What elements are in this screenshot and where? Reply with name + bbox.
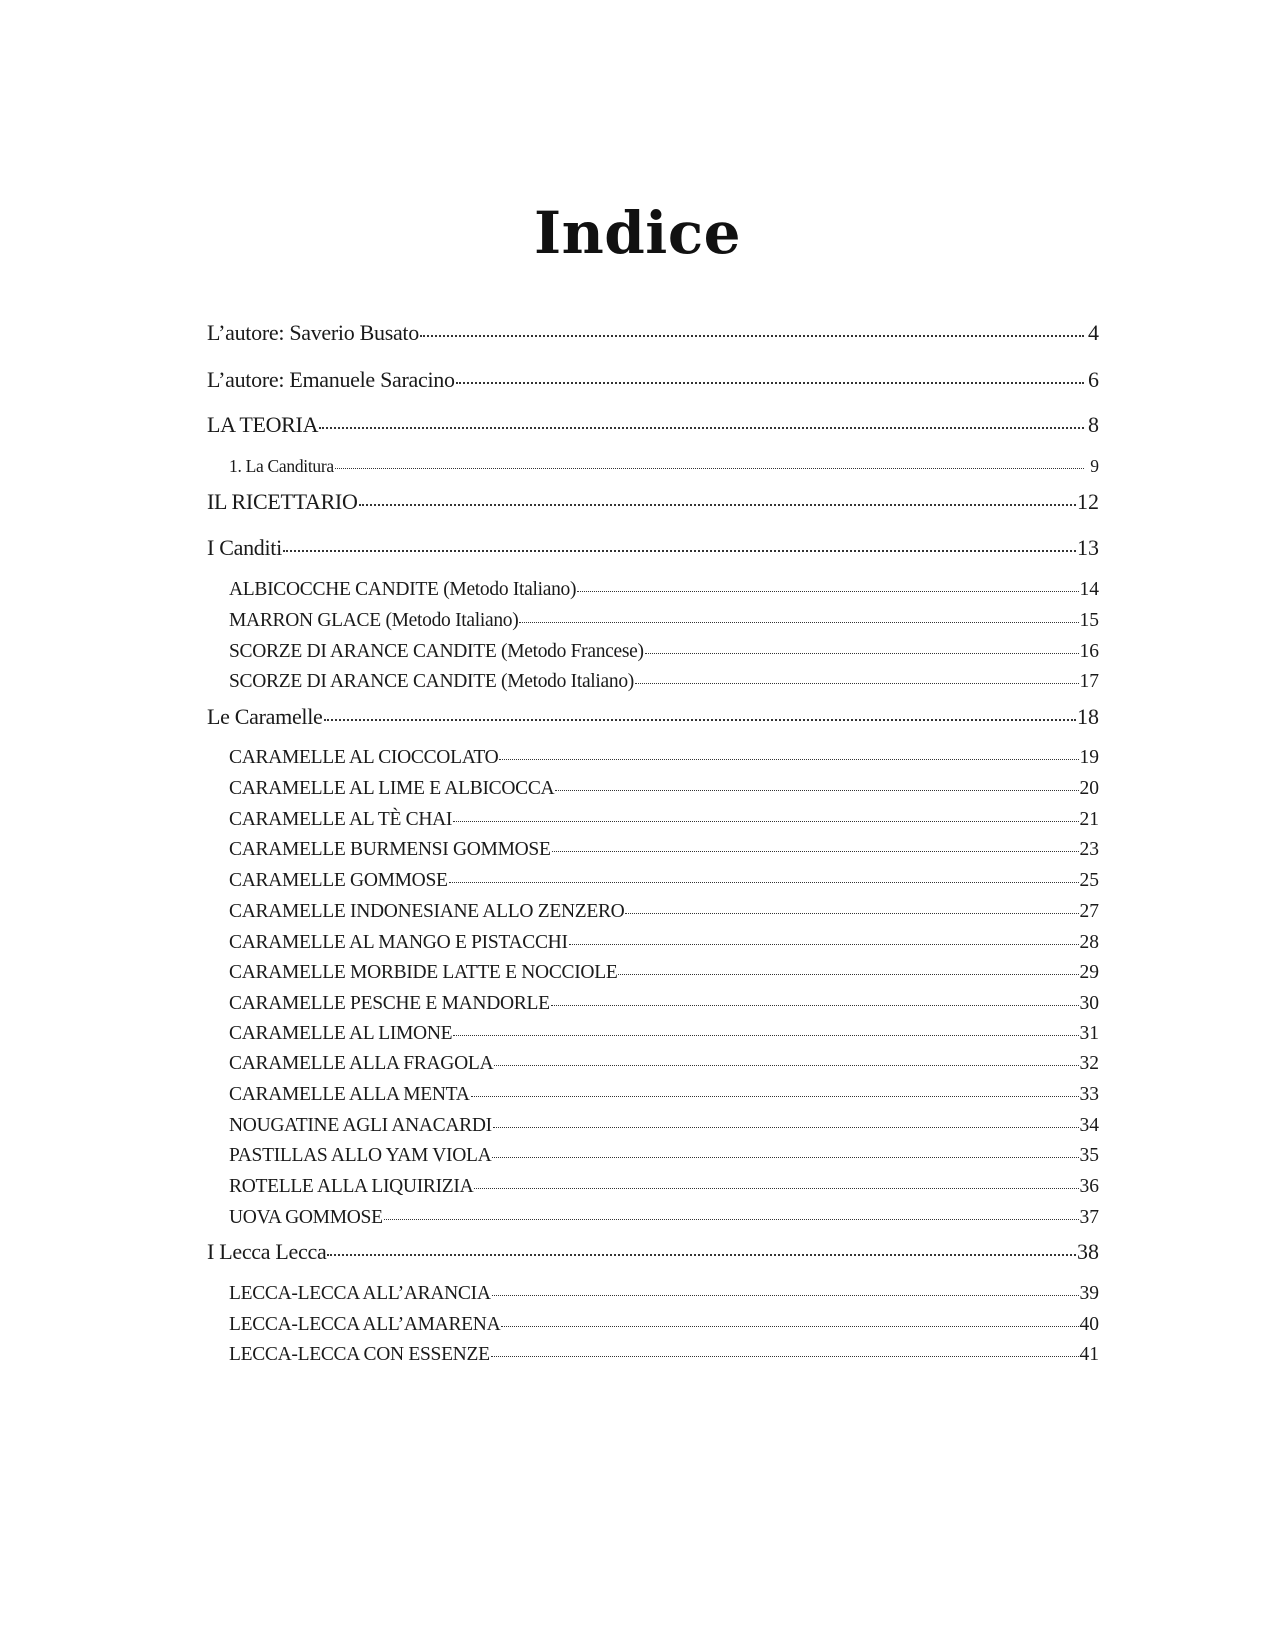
toc-entry-title: 1. La Canditura <box>229 455 334 476</box>
dot-leader <box>552 835 1079 855</box>
toc-entry-title: UOVA GOMMOSE <box>229 1206 383 1228</box>
dot-leader <box>493 1111 1079 1131</box>
toc-entry-title: SCORZE DI ARANCE CANDITE (Metodo Italiano) <box>229 670 634 692</box>
dot-leader <box>324 702 1077 724</box>
dot-leader <box>492 1141 1078 1161</box>
toc-entry-page: 23 <box>1079 838 1099 860</box>
toc-entry-title: LA TEORIA <box>207 412 319 437</box>
toc-entry-page: 13 <box>1077 535 1099 560</box>
toc-entry[interactable] <box>229 575 1099 601</box>
toc-entry[interactable] <box>207 533 1099 561</box>
toc-entry-page: 9 <box>1090 455 1099 476</box>
toc-entry-title: CARAMELLE ALLA FRAGOLA <box>229 1052 494 1074</box>
toc-entry-title: CARAMELLE AL LIME E ALBICOCCA <box>229 777 555 799</box>
toc-entry-title: PASTILLAS ALLO YAM VIOLA <box>229 1144 492 1166</box>
toc-entry-page: 28 <box>1079 931 1099 953</box>
dot-leader <box>555 774 1078 794</box>
toc-entry-title: CARAMELLE AL LIMONE <box>229 1022 453 1044</box>
dot-leader <box>327 1237 1076 1259</box>
toc-entry-page: 37 <box>1079 1206 1099 1228</box>
toc-entry[interactable] <box>207 1237 1099 1265</box>
dot-leader <box>519 606 1078 626</box>
toc-entry[interactable] <box>229 1340 1099 1366</box>
toc-entry-page: 21 <box>1079 808 1099 830</box>
toc-entry[interactable] <box>229 958 1099 984</box>
toc-entry[interactable] <box>229 606 1099 632</box>
toc-entry-page: 27 <box>1079 900 1099 922</box>
toc-entry-page: 18 <box>1077 704 1099 729</box>
toc-entry[interactable] <box>207 487 1099 515</box>
toc-entry[interactable] <box>229 1019 1099 1045</box>
toc-entry-title: CARAMELLE AL TÈ CHAI <box>229 808 453 830</box>
toc-entry-page: 38 <box>1077 1239 1099 1264</box>
toc-entry-page: 35 <box>1079 1144 1099 1166</box>
toc-entry[interactable] <box>229 805 1099 831</box>
dot-leader <box>499 743 1078 763</box>
toc-entry-title: ALBICOCCHE CANDITE (Metodo Italiano) <box>229 578 577 600</box>
dot-leader <box>359 487 1076 509</box>
dot-leader <box>494 1049 1078 1069</box>
dot-leader <box>618 958 1078 978</box>
dot-leader <box>283 533 1076 555</box>
toc-entry-title: CARAMELLE PESCHE E MANDORLE <box>229 992 550 1014</box>
toc-entry[interactable] <box>207 365 1099 393</box>
dot-leader <box>471 1080 1079 1100</box>
toc-entry[interactable] <box>229 835 1099 861</box>
toc-entry-page: 15 <box>1079 609 1099 631</box>
toc-entry-page: 16 <box>1079 640 1099 662</box>
dot-leader <box>491 1340 1079 1360</box>
toc-entry[interactable] <box>207 318 1099 346</box>
toc-entry-title: LECCA-LECCA CON ESSENZE <box>229 1343 490 1365</box>
toc-entry-page: 4 <box>1088 320 1099 345</box>
toc-entry[interactable] <box>229 743 1099 769</box>
toc-entry-title: IL RICETTARIO <box>207 489 358 514</box>
toc-entry-page: 36 <box>1079 1175 1099 1197</box>
table-of-contents <box>207 0 1099 1650</box>
dot-leader <box>384 1203 1079 1223</box>
dot-leader <box>551 989 1079 1009</box>
dot-leader <box>420 318 1084 340</box>
toc-entry[interactable] <box>229 1049 1099 1075</box>
toc-entry-page: 41 <box>1079 1343 1099 1365</box>
toc-entry-title: I Lecca Lecca <box>207 1239 327 1264</box>
dot-leader <box>635 667 1079 687</box>
toc-entry-page: 19 <box>1079 746 1099 768</box>
toc-entry-title: LECCA-LECCA ALL’ARANCIA <box>229 1282 491 1304</box>
toc-entry-title: L’autore: Emanuele Saracino <box>207 367 455 392</box>
toc-entry[interactable] <box>229 454 1099 477</box>
toc-entry-title: CARAMELLE GOMMOSE <box>229 869 448 891</box>
dot-leader <box>453 805 1078 825</box>
toc-entry-page: 34 <box>1079 1114 1099 1136</box>
toc-entry-page: 39 <box>1079 1282 1099 1304</box>
toc-entry-title: CARAMELLE ALLA MENTA <box>229 1083 470 1105</box>
toc-entry[interactable] <box>207 702 1099 730</box>
toc-entry[interactable] <box>229 637 1099 663</box>
toc-entry-title: ROTELLE ALLA LIQUIRIZIA <box>229 1175 474 1197</box>
toc-entry[interactable] <box>229 667 1099 693</box>
toc-entry-page: 6 <box>1088 367 1099 392</box>
dot-leader <box>569 928 1079 948</box>
dot-leader <box>456 365 1084 387</box>
toc-entry-title: NOUGATINE AGLI ANACARDI <box>229 1114 492 1136</box>
dot-leader <box>501 1310 1078 1330</box>
toc-entry[interactable] <box>229 1080 1099 1106</box>
toc-entry[interactable] <box>229 1279 1099 1305</box>
dot-leader <box>625 897 1078 917</box>
toc-entry[interactable] <box>229 1111 1099 1137</box>
toc-entry-title: Le Caramelle <box>207 704 323 729</box>
toc-entry-page: 33 <box>1079 1083 1099 1105</box>
dot-leader <box>474 1172 1078 1192</box>
toc-entry[interactable] <box>229 897 1099 923</box>
toc-entry-title: SCORZE DI ARANCE CANDITE (Metodo Francese) <box>229 640 644 662</box>
toc-entry-page: 8 <box>1088 412 1099 437</box>
toc-entry[interactable] <box>229 866 1099 892</box>
dot-leader <box>492 1279 1079 1299</box>
dot-leader <box>645 637 1079 657</box>
toc-entry-page: 30 <box>1079 992 1099 1014</box>
toc-entry-page: 25 <box>1079 869 1099 891</box>
toc-entry[interactable] <box>229 1172 1099 1198</box>
toc-entry-title: L’autore: Saverio Busato <box>207 320 419 345</box>
toc-entry[interactable] <box>207 410 1099 438</box>
toc-entry-page: 29 <box>1079 961 1099 983</box>
toc-entry[interactable] <box>229 989 1099 1015</box>
toc-entry-title: CARAMELLE AL MANGO E PISTACCHI <box>229 931 568 953</box>
toc-entry-title: LECCA-LECCA ALL’AMARENA <box>229 1313 501 1335</box>
toc-entry-page: 20 <box>1079 777 1099 799</box>
page-title: Indice <box>533 199 742 267</box>
toc-entry[interactable] <box>229 928 1099 954</box>
toc-entry-page: 31 <box>1079 1022 1099 1044</box>
toc-entry-page: 12 <box>1077 489 1099 514</box>
toc-entry-page: 32 <box>1079 1052 1099 1074</box>
dot-leader <box>449 866 1079 886</box>
toc-entry-page: 17 <box>1079 670 1099 692</box>
dot-leader <box>577 575 1078 595</box>
dot-leader <box>319 410 1084 432</box>
toc-entry-title: CARAMELLE AL CIOCCOLATO <box>229 746 499 768</box>
toc-entry-title: MARRON GLACE (Metodo Italiano) <box>229 609 519 631</box>
toc-entry[interactable] <box>229 1141 1099 1167</box>
toc-entry-title: CARAMELLE MORBIDE LATTE E NOCCIOLE <box>229 961 618 983</box>
dot-leader <box>335 454 1084 472</box>
toc-entry-page: 14 <box>1079 578 1099 600</box>
toc-entry-title: I Canditi <box>207 535 282 560</box>
toc-entry-title: CARAMELLE BURMENSI GOMMOSE <box>229 838 551 860</box>
toc-entry[interactable] <box>229 1203 1099 1229</box>
toc-entry[interactable] <box>229 1310 1099 1336</box>
toc-entry[interactable] <box>229 774 1099 800</box>
dot-leader <box>453 1019 1078 1039</box>
toc-entry-title: CARAMELLE INDONESIANE ALLO ZENZERO <box>229 900 625 922</box>
toc-entry-page: 40 <box>1079 1313 1099 1335</box>
